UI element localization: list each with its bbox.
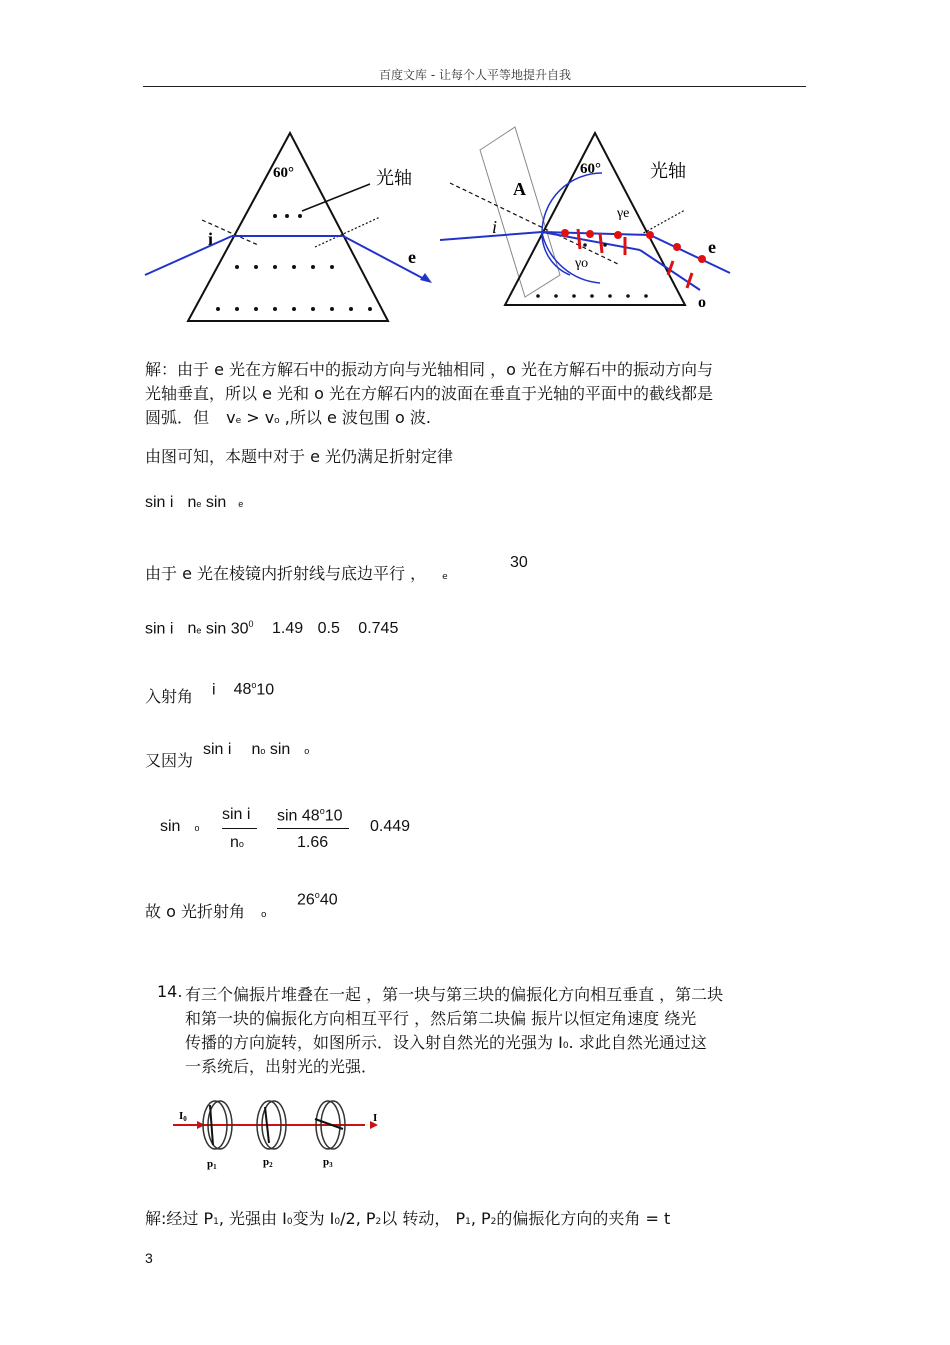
snell-o-label: 又因为: [145, 751, 194, 770]
header-rule: [143, 86, 806, 87]
problem-number: 14.: [157, 982, 183, 1001]
fig3-p1-label: p: [207, 1158, 214, 1170]
page-number: 3: [145, 1250, 153, 1266]
o-refraction-value: 26$^o$40: [297, 890, 338, 909]
eq5-num2: sin 48$^o$10: [277, 806, 343, 825]
problem-line2: 和第一块的偏振化方向相互平行 ，然后第二块偏 振片以恒定角速度 绕光: [185, 1009, 697, 1028]
equation-snell-o: sin i no sin o: [203, 741, 310, 758]
fig2-incidence-label: i: [492, 217, 498, 237]
equation-snell-e: sin i ne sin e: [145, 494, 244, 511]
svg-text:p1: p1: [207, 1158, 217, 1171]
figure-prism-eo: [440, 125, 740, 315]
svg-text:p2: p2: [263, 1156, 273, 1169]
fig2-o-label: o: [698, 294, 706, 311]
incidence-angle-value: i 48$^o$10: [212, 680, 275, 699]
fig2-plane-label: A: [513, 179, 526, 199]
solution14-line: 解:经过 P1, 光强由 I0变为 I0/2, P2以 转动， P1, P2的偏振化方向的夹角 = t: [145, 1209, 671, 1228]
fig2-gamma-o: γo: [575, 256, 589, 271]
page-header: 百度文库 - 让每个人平等地提升自我: [379, 68, 571, 82]
eq5-bar2: [277, 828, 349, 829]
eq5-value: 0.449: [370, 818, 411, 835]
eq5-lhs: sin o: [160, 818, 200, 835]
fig3-input-label: I: [179, 1110, 184, 1122]
solution-para-line2: 光轴垂直，所以 e 光和 o 光在方解石内的波面在垂直于光轴的平面中的截线都是: [145, 384, 713, 403]
o-refraction-label: 故 o 光折射角 o: [145, 902, 267, 921]
fig1-axis-label: 光轴: [376, 168, 412, 188]
fig2-e-label: e: [708, 237, 716, 257]
fig1-incidence-label: i: [208, 229, 214, 249]
problem-line3: 传播的方向旋转，如图所示．设入射自然光的光强为 I0. 求此自然光通过这: [185, 1033, 707, 1052]
eq5-bar1: [222, 828, 257, 829]
fig3-p3-label: p: [323, 1156, 330, 1168]
problem-line4: 一系统后，出射光的光强．: [185, 1057, 378, 1076]
fig2-gamma-e: γe: [617, 206, 630, 221]
gamma-e-value: 30: [510, 554, 528, 571]
fig3-output-label: I: [373, 1112, 378, 1124]
svg-text:p3: p3: [323, 1156, 333, 1169]
equation-sin-i: sin i ne $\sin 30^0$ 1.49 0.5 0.745: [145, 619, 399, 638]
solution-para-line3: 圆弧．但 ve > vo ,所以 e 波包围 o 波.: [145, 408, 431, 427]
fig2-apex-angle: 60°: [580, 161, 601, 177]
fig2-axis-label: 光轴: [650, 161, 686, 181]
eq5-den2: 1.66: [297, 834, 329, 851]
solution-para-line1: 解：由于 e 光在方解石中的振动方向与光轴相同 ，o 光在方解石中的振动方向与: [145, 360, 713, 379]
figure-prism-e: [140, 125, 450, 325]
fig1-ray-label: e: [408, 247, 416, 267]
eq5-num1: sin i: [222, 806, 251, 823]
eq5-den1: no: [230, 834, 244, 851]
fig3-p2-label: p: [263, 1156, 270, 1168]
svg-text:I0: I0: [179, 1110, 187, 1123]
fig1-apex-angle: 60°: [273, 165, 294, 181]
figure-polarizers: [165, 1095, 390, 1175]
solution-para-refraction: 由图可知，本题中对于 e 光仍满足折射定律: [145, 447, 454, 466]
problem-line1: 有三个偏振片堆叠在一起 ，第一块与第三块的偏振化方向相互垂直 ，第二块: [185, 985, 724, 1004]
incidence-angle-label: 入射角: [145, 687, 194, 706]
solution-para-parallel: 由于 e 光在棱镜内折射线与底边平行 ， e: [145, 564, 448, 583]
